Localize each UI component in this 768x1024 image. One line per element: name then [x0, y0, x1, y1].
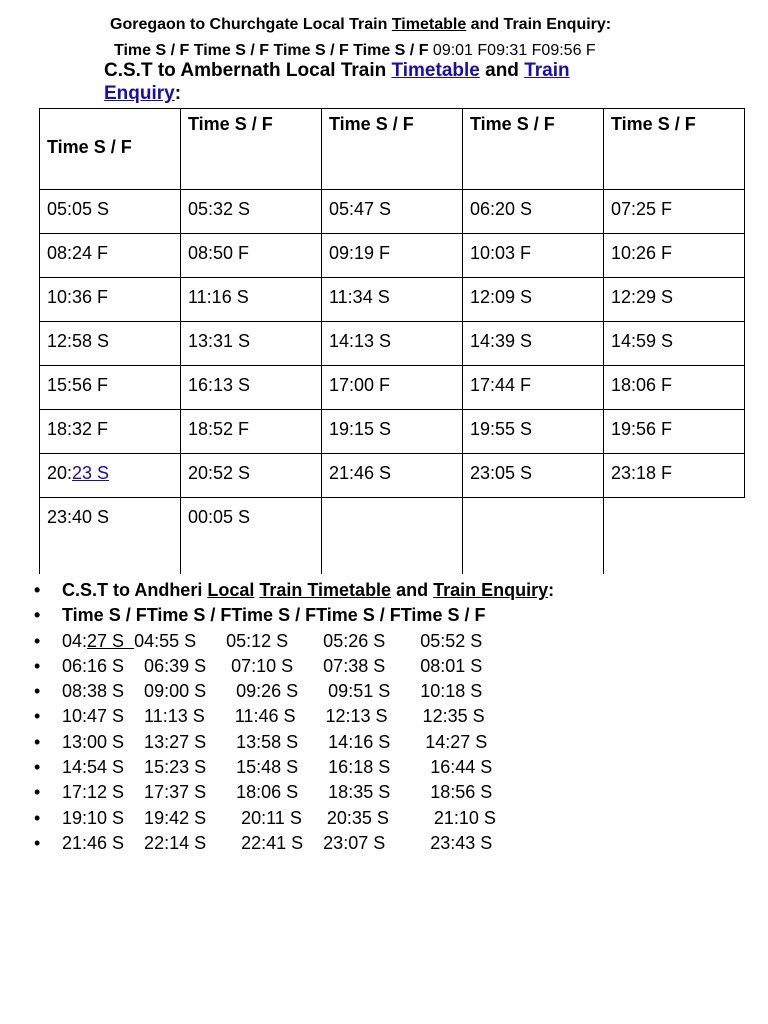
table-cell: 20:52 S — [181, 454, 322, 498]
table-cell: 18:32 F — [40, 410, 181, 454]
header-cell: Time S / F — [463, 109, 604, 190]
table-row — [40, 410, 745, 454]
table-row — [40, 278, 745, 322]
table-cell: 17:44 F — [463, 366, 604, 410]
andheri-list — [34, 578, 554, 856]
table-cell: 10:36 F — [40, 278, 181, 322]
table-cell: 23:18 F — [604, 454, 745, 498]
bullet-icon: • — [34, 757, 41, 778]
header-cell: Time S / F — [181, 109, 322, 190]
bullet-icon: • — [34, 832, 41, 853]
bullet-icon: • — [34, 807, 41, 828]
table-row — [40, 454, 745, 498]
table-cell — [463, 498, 604, 574]
enquiry-link[interactable]: Enquiry — [104, 83, 175, 104]
table-row — [40, 234, 745, 278]
ambernath-timetable — [39, 108, 745, 574]
table-cell: 08:24 F — [40, 234, 181, 278]
train-link[interactable]: Train — [524, 60, 570, 81]
table-cell — [322, 498, 463, 574]
table-cell: 11:16 S — [181, 278, 322, 322]
table-cell — [604, 498, 745, 574]
header-cell: Time S / F — [322, 109, 463, 190]
table-cell: 05:05 S — [40, 190, 181, 234]
table-cell: 00:05 S — [181, 498, 322, 574]
list-item: • 06:16 S 06:39 S 07:10 S 07:38 S 08:01 S — [34, 654, 554, 679]
table-cell: 08:50 F — [181, 234, 322, 278]
table-cell: 19:56 F — [604, 410, 745, 454]
table-header-row — [40, 109, 745, 190]
table-cell: 23:05 S — [463, 454, 604, 498]
list-item: • 14:54 S 15:23 S 15:48 S 16:18 S 16:44 S — [34, 755, 554, 780]
bullet-icon: • — [34, 731, 41, 752]
bullet-icon: • — [34, 706, 41, 727]
table-cell: 19:15 S — [322, 410, 463, 454]
table-cell: 14:59 S — [604, 322, 745, 366]
table-cell: 17:00 F — [322, 366, 463, 410]
bullet-icon: • — [34, 630, 41, 651]
table-cell: 20:23 S — [40, 454, 181, 498]
table-cell: 12:29 S — [604, 278, 745, 322]
list-item: • 13:00 S 13:27 S 13:58 S 14:16 S 14:27 S — [34, 730, 554, 755]
table-cell: 19:55 S — [463, 410, 604, 454]
table-cell: 11:34 S — [322, 278, 463, 322]
table-cell: 05:47 S — [322, 190, 463, 234]
bullet-icon: • — [34, 580, 41, 600]
table-row — [40, 498, 745, 574]
table-row — [40, 322, 745, 366]
train-enquiry-link[interactable]: Train Enquiry — [433, 580, 549, 600]
table-row — [40, 366, 745, 410]
timetable-link-2[interactable]: Timetable — [391, 60, 480, 81]
table-cell: 21:46 S — [322, 454, 463, 498]
table-cell: 12:58 S — [40, 322, 181, 366]
bullet-icon: • — [34, 782, 41, 803]
list-item: • 19:10 S 19:42 S 20:11 S 20:35 S 21:10 S — [34, 806, 554, 831]
table-cell: 14:39 S — [463, 322, 604, 366]
table-cell: 15:56 F — [40, 366, 181, 410]
list-item: • 21:46 S 22:14 S 22:41 S 23:07 S 23:43 S — [34, 831, 554, 856]
table-cell: 10:03 F — [463, 234, 604, 278]
table-cell: 23:40 S — [40, 498, 181, 574]
header-cell: Time S / F — [604, 109, 745, 190]
list-item: • 04:27 S 04:55 S 05:12 S 05:26 S 05:52 S — [34, 629, 554, 654]
table-cell: 09:19 F — [322, 234, 463, 278]
header-cell: Time S / F — [40, 109, 181, 190]
table-cell: 06:20 S — [463, 190, 604, 234]
ambernath-title: C.S.T to Ambernath Local Train Timetable and Train Enquiry: — [104, 60, 570, 104]
goregaon-times: Time S / F Time S / F Time S / F Time S / F 09:01 F09:31 F09:56 F — [114, 42, 596, 59]
table-cell: 13:31 S — [181, 322, 322, 366]
list-item: • 08:38 S 09:00 S 09:26 S 09:51 S 10:18 S — [34, 679, 554, 704]
timetable-link[interactable]: Timetable — [391, 16, 467, 33]
table-cell: 12:09 S — [463, 278, 604, 322]
local-link[interactable]: Local — [207, 580, 255, 600]
bullet-icon: • — [34, 605, 41, 626]
goregaon-title: Goregaon to Churchgate Local Train Timetable and Train Enquiry: — [110, 16, 612, 33]
table-row — [40, 190, 745, 234]
list-item: • 17:12 S 17:37 S 18:06 S 18:35 S 18:56 S — [34, 780, 554, 805]
table-cell: 16:13 S — [181, 366, 322, 410]
time-link[interactable]: 23 S — [72, 463, 110, 483]
table-cell: 14:13 S — [322, 322, 463, 366]
list-item: • 10:47 S 11:13 S 11:46 S 12:13 S 12:35 S — [34, 704, 554, 729]
table-cell: 10:26 F — [604, 234, 745, 278]
table-cell: 05:32 S — [181, 190, 322, 234]
table-cell: 18:52 F — [181, 410, 322, 454]
bullet-icon: • — [34, 655, 41, 676]
table-cell: 07:25 F — [604, 190, 745, 234]
list-item: • C.S.T to Andheri Local Train Timetable and Train Enquiry: — [34, 578, 554, 603]
list-item: • Time S / FTime S / FTime S / FTime S / FTime S / F — [34, 603, 554, 628]
table-cell: 18:06 F — [604, 366, 745, 410]
bullet-icon: • — [34, 681, 41, 702]
train-timetable-link[interactable]: Train Timetable — [259, 580, 392, 600]
